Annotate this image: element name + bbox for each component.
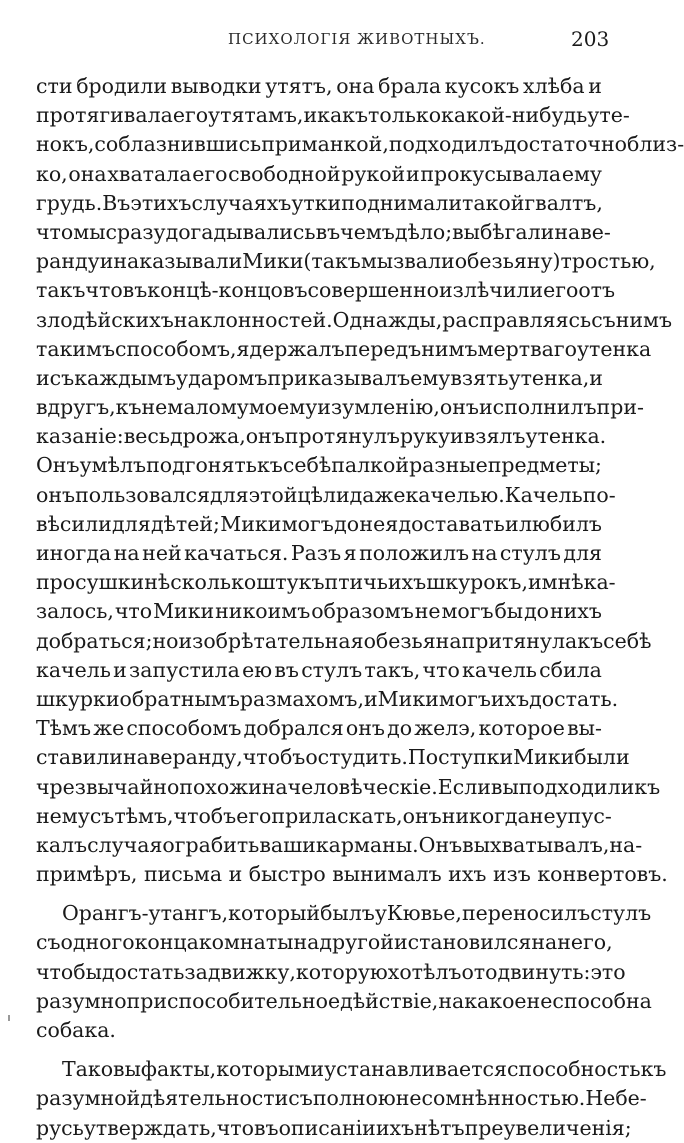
text-line: сти бродили выводки утятъ, она брала кусокъ хлѣба и (36, 74, 602, 98)
text-line: ставили на веранду, чтобъ остудить. Поступки Мики были (36, 745, 630, 770)
text-line: ко, она хватала его свободной рукой и прокусывала ему (36, 161, 602, 186)
text-line: вѣсили для дѣтей; Мики могъ до нея доставать и любилъ (36, 511, 602, 536)
text-line: разумно приспособительное дѣйствіе, на какое не способна (36, 988, 652, 1013)
text-line: вдругъ, къ немалому моему изумленію, онъ исполнилъ при- (36, 395, 644, 420)
text-line: такъ что въ концѣ-концовъ совершенно излѣчили его отъ (36, 278, 616, 303)
text-line: съ одного конца комнаты на другой и становился на него, (36, 930, 613, 955)
text-line: злодѣйскихъ наклонностей. Однажды, расправляясь съ нимъ (36, 307, 673, 332)
paragraph-gap (36, 889, 602, 899)
text-line: ранду и наказывали Мики (такъ мы звали обезьяну) тростью, (36, 249, 656, 274)
margin-mark (8, 1015, 10, 1021)
paragraph (36, 72, 684, 889)
text-line: чрезвычайно похожи на человѣческіе. Если вы подходили къ (36, 774, 661, 799)
text-line: Таковы факты, которыми устанавливается способность къ (62, 1057, 667, 1082)
text-line: просушки нѣсколько штукъ птичьихъ шкурокъ, и мнѣ ка- (36, 570, 616, 595)
running-head (0, 27, 620, 54)
text-line: русь утверждать, что въ описаніи ихъ нѣтъ преувеличенія; (36, 1115, 632, 1140)
text-line: Онъ умѣлъ подгонять къ себѣ палкой разные предметы; (36, 453, 602, 478)
text-line: и съ каждымъ ударомъ приказывалъ ему взять утенка, и (36, 365, 603, 390)
text-line: нокъ, соблазнившись приманкой, подходилъ достаточно близ- (36, 132, 684, 157)
text-line: залось, что Мики никоимъ образомъ не могъ бы до нихъ (36, 599, 602, 624)
body-text (36, 72, 684, 1143)
text-line: примѣръ, письма и быстро вынималъ ихъ изъ конвертовъ. (36, 862, 668, 887)
text-line: онъ пользовался для этой цѣли даже качелью. Качель по- (36, 482, 616, 507)
text-line: шкурки обратнымъ размахомъ, и Мики могъ ихъ достать. (36, 686, 619, 711)
text-line: чтобы достать задвижку, которую хотѣлъ отодвинуть: это (36, 959, 626, 984)
text-line: калъ случая ограбить ваши карманы. Онъ выхватывалъ, на- (36, 832, 643, 857)
text-line: Тѣмъ же способомъ добрался онъ до желэ, которое вы- (36, 716, 602, 741)
text-line: добраться; но изобрѣтательная обезьяна притянула къ себѣ (36, 628, 652, 653)
running-title: ПСИХОЛОГІЯ ЖИВОТНЫХЪ. (228, 30, 486, 48)
text-line: разумной дѣятельности съ полною несомнѣнностью. Не бе- (36, 1086, 647, 1111)
text-line: качель и запустила ею въ стулъ такъ, что качель сбила (36, 657, 602, 682)
text-line: протягивала его утятамъ, и какъ только какой-нибудь уте- (36, 103, 630, 128)
text-line: такимъ способомъ, я держалъ передъ нимъ мертваго утенка (36, 336, 652, 361)
page-number: 203 (571, 27, 610, 51)
text-line: казаніе: весь дрожа, онъ протянулъ руку и взялъ утенка. (36, 424, 607, 449)
text-line: нему съ тѣмъ, чтобъ его приласкать, онъ никогда не упус- (36, 803, 612, 828)
paragraph (36, 1055, 667, 1143)
paragraph (36, 899, 652, 1045)
text-line: Орангъ-утангъ, который былъ у Кювье, переносилъ стулъ (62, 901, 652, 926)
paragraph-gap (36, 1045, 602, 1055)
text-line: собака. (36, 1018, 116, 1042)
text-line: грудь. Въ этихъ случаяхъ утки поднимали такой гвалтъ, (36, 190, 603, 215)
text-line: что мы сразу догадывались въ чемъ дѣло; выбѣгали на ве- (36, 219, 611, 244)
text-line: иногда на ней качаться. Разъ я положилъ на стулъ для (36, 541, 602, 565)
